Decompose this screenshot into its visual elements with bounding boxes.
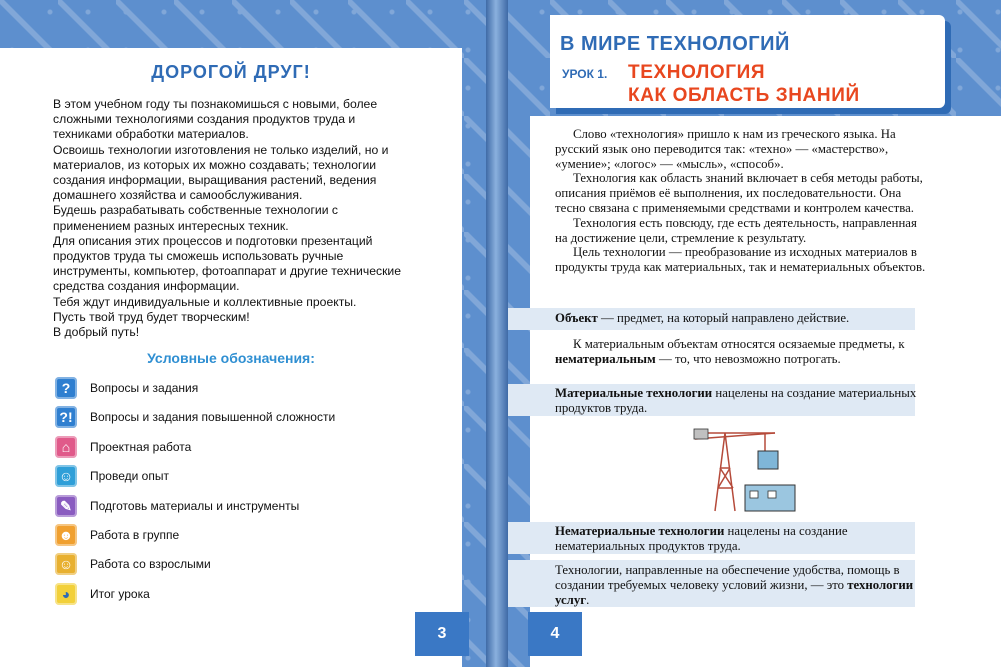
definition-term: технологии услуг	[555, 577, 914, 607]
group-icon: ☻	[55, 524, 77, 546]
legend-item	[55, 523, 415, 547]
lesson-text	[555, 127, 930, 275]
legend-label: Подготовь материалы и инструменты	[90, 499, 300, 513]
legend-label: Проектная работа	[90, 440, 192, 454]
legend-item	[55, 552, 415, 576]
paragraph-text: — то, что невозможно потрогать.	[655, 351, 841, 366]
intro-paragraph: В этом учебном году ты познакомишься с новыми, более сложными технологиями создания продуктов труда и техниками обработки материалов.	[53, 97, 378, 142]
intro-paragraph: Пусть твой труд будет творческим!	[53, 309, 250, 324]
left-page	[0, 0, 492, 667]
intro-paragraph: Тебя ждут индивидуальные и коллективные проекты.	[53, 294, 357, 309]
lesson-title-line: КАК ОБЛАСТЬ ЗНАНИЙ	[628, 85, 860, 106]
definition-immaterial	[555, 524, 930, 554]
legend-item	[55, 435, 415, 459]
lesson-paragraph: Технология как область знаний включает в себя методы работы, описания приёмов её выполнения, их последовательности. Она тесно связана с применяемыми средствами и контролем качества.	[555, 171, 923, 215]
tools-icon: ✎	[55, 495, 77, 517]
definition-term: Нематериальные технологии	[555, 524, 725, 538]
legend-label: Проведи опыт	[90, 469, 169, 483]
definition-term: Объект	[555, 311, 598, 325]
duck-icon: ◕	[55, 583, 77, 605]
legend-item	[55, 582, 415, 606]
book-spine	[486, 0, 508, 667]
definition-text: — предмет, на который направлено действие.	[597, 311, 850, 325]
legend-label: Вопросы и задания повышенной сложности	[90, 410, 336, 424]
lesson-paragraph: Цель технологии — преобразование из исходных материалов в продукты труда как материальных, так и нематериальных объектов.	[555, 245, 926, 275]
lesson-label: УРОК 1.	[562, 67, 608, 81]
definition-services	[555, 563, 930, 607]
definition-material	[555, 386, 930, 416]
project-icon: ⌂	[55, 436, 77, 458]
definition-text: Технологии, направленные на обеспечение удобства, помощь в создании требуемых человеку условий жизни, — это	[555, 563, 900, 592]
legend-label: Итог урока	[90, 587, 150, 601]
legend-label: Работа в группе	[90, 528, 180, 542]
legend-item	[55, 405, 415, 429]
legend-item	[55, 494, 415, 518]
page-heading: ДОРОГОЙ ДРУГ!	[151, 62, 311, 82]
paragraph-text: К материальным объектам относятся осязаемые предметы, к	[573, 337, 905, 351]
paragraph-term: нематериальным	[555, 351, 656, 366]
legend-title: Условные обозначения:	[147, 350, 315, 366]
question-icon: ?	[55, 377, 77, 399]
legend-item	[55, 376, 415, 400]
intro-paragraph: Для описания этих процессов и подготовки презентаций продуктов труда ты сможешь использовать ручные инструменты, компьютер, фотоаппарат и другие технические средства создания информации.	[53, 233, 401, 294]
definition-term: Материальные технологии	[555, 386, 713, 400]
legend-item	[55, 464, 415, 488]
legend-label: Вопросы и задания	[90, 381, 199, 395]
experiment-icon: ☺	[55, 465, 77, 487]
section-title: В МИРЕ ТЕХНОЛОГИЙ	[560, 33, 790, 55]
lesson-paragraph	[555, 337, 930, 367]
lesson-title	[628, 61, 860, 107]
page-number: 4	[528, 612, 582, 656]
lesson-title-line: ТЕХНОЛОГИЯ	[628, 62, 766, 83]
definition-text: .	[586, 592, 590, 607]
hard-question-icon: ?!	[55, 406, 77, 428]
definition-text: нацелены на создание нематериальных продуктов труда.	[555, 524, 848, 553]
page-number: 3	[415, 612, 469, 656]
crane-illustration	[690, 423, 810, 513]
intro-text	[53, 97, 408, 340]
lesson-paragraph: Слово «технология» пришло к нам из греческого языка. На русский язык оно переводится так: «техно» — «мастерство», «умение»; «логос» — «мысль», «способ».	[555, 127, 896, 171]
adults-icon: ☺	[55, 553, 77, 575]
definition-text: нацелены на создание материальных продуктов труда.	[555, 386, 917, 415]
intro-paragraph: В добрый путь!	[53, 325, 140, 340]
intro-paragraph: Будешь разрабатывать собственные технологии с применением разных интересных техник.	[53, 203, 338, 233]
legend-label: Работа со взрослыми	[90, 557, 211, 571]
definition-object	[555, 311, 930, 326]
lesson-paragraph: Технология есть повсюду, где есть деятельность, направленная на достижение цели, стремление к результату.	[555, 215, 917, 245]
intro-paragraph: Освоишь технологии изготовления не только изделий, но и материалов, из которых их можно создавать; технологии создания информации, выращивания растений, ведения домашнего хозяйства и самообслуживания.	[53, 142, 389, 203]
